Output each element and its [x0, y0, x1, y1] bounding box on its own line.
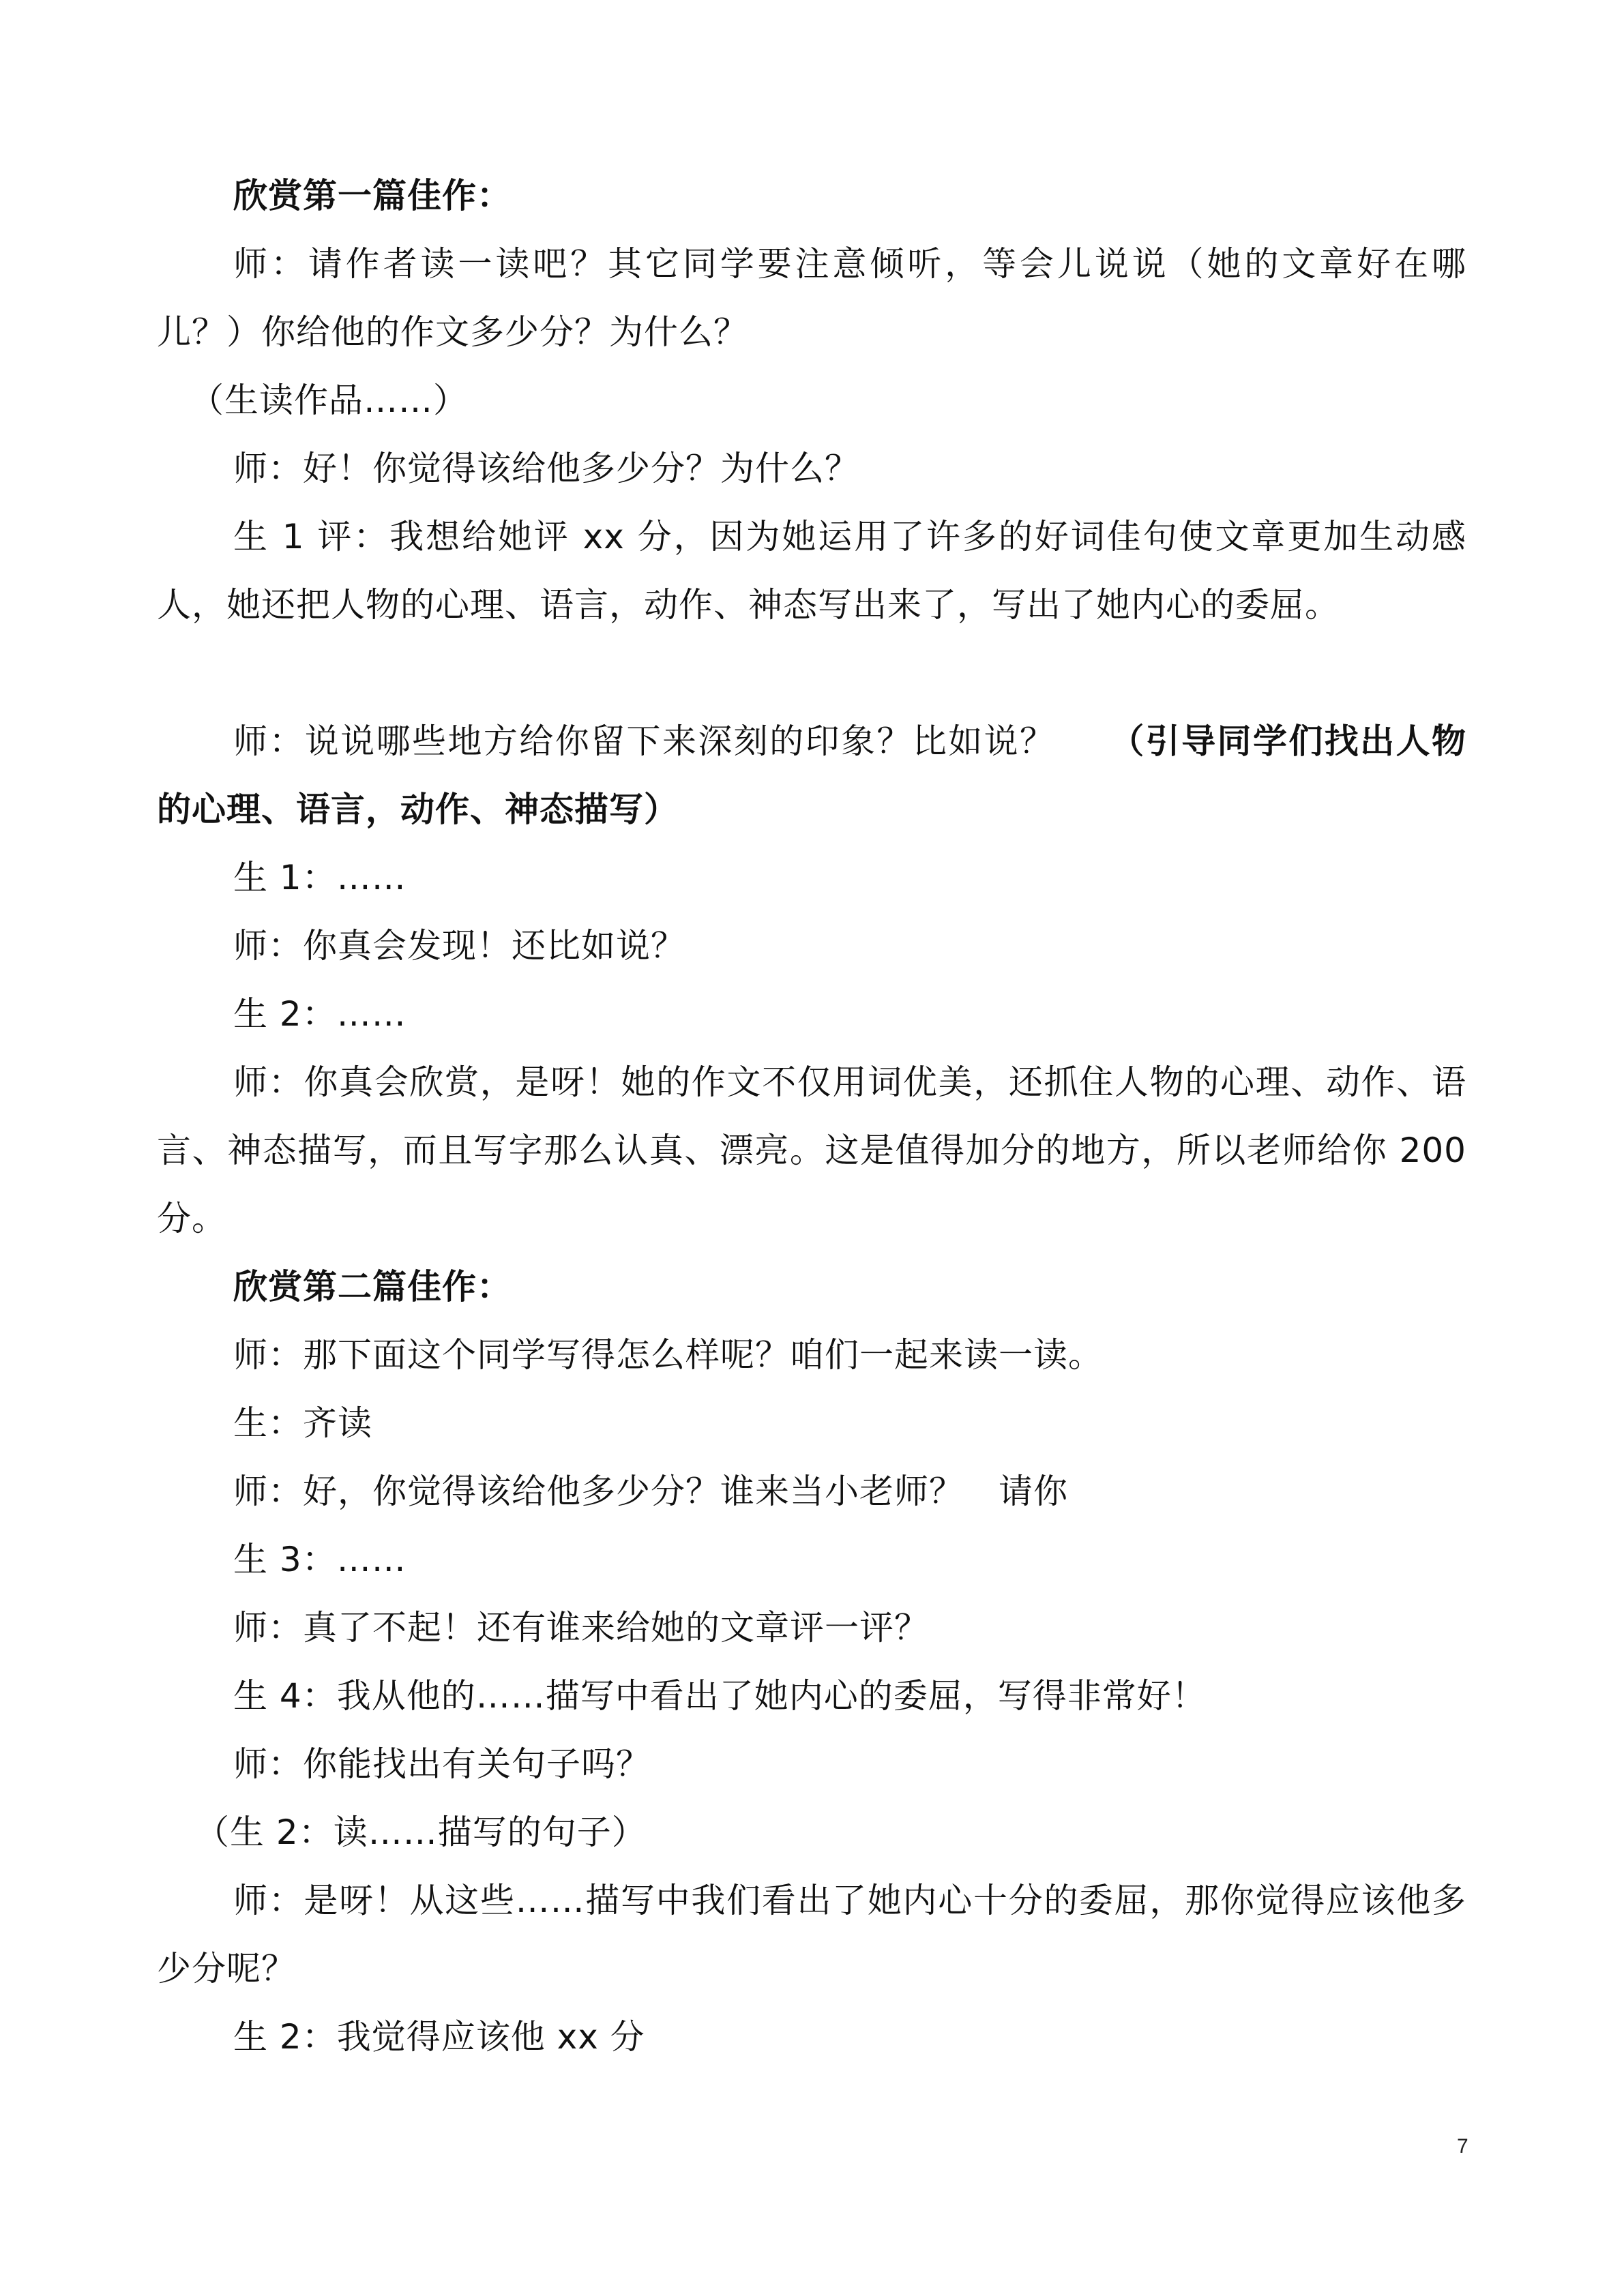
teacher-line-score-question: 师：好！你觉得该给他多少分？为什么？: [233, 449, 859, 488]
teacher-line-read-together: 师：那下面这个同学写得怎么样呢？咱们一起来读一读。: [233, 1335, 1103, 1375]
student-1-response: 生 1：……: [233, 858, 407, 897]
teacher-guidance-note: （引导同学们找出人物的心理、语言，动作、神态描写）: [157, 721, 1467, 829]
teacher-line-appreciation: 师：你真会欣赏，是呀！她的作文不仅用词优美，还抓住人物的心理、动作、语言、神态描写，而且写字那么认真、漂亮。这是值得加分的地方，所以老师给你 200 分。: [157, 1062, 1466, 1238]
stage-direction-student-reads: （生读作品……）: [190, 381, 468, 420]
student-2-score: 生 2：我觉得应该他 xx 分: [233, 2017, 645, 2057]
page-number: 7: [1457, 2135, 1468, 2158]
teacher-line-find-sentences: 师：你能找出有关句子吗？: [233, 1744, 651, 1784]
student-4-response: 生 4：我从他的……描写中看出了她内心的委屈，写得非常好！: [233, 1676, 1207, 1716]
teacher-line-impression-text: 师：说说哪些地方给你留下来深刻的印象？比如说？: [233, 721, 1127, 761]
student-1-evaluation: 生 1 评：我想给她评 xx 分，因为她运用了许多的好词佳句使文章更加生动感人，她还把人物的心理、语言，动作、神态写出来了，写出了她内心的委屈。: [157, 517, 1466, 625]
teacher-line-who-else: 师：真了不起！还有谁来给她的文章评一评？: [233, 1608, 929, 1648]
stage-direction-student-2-reads: （生 2：读……描写的句子）: [195, 1813, 647, 1852]
teacher-line-read-request: 师：请作者读一读吧？其它同学要注意倾听，等会儿说说（她的文章好在哪儿？）你给他的作文多少分？为什么？: [157, 244, 1466, 352]
teacher-line-grievance: 师：是呀！从这些……描写中我们看出了她内心十分的委屈，那你觉得应该他多少分呢？: [157, 1881, 1466, 1988]
student-3-response: 生 3：……: [233, 1540, 407, 1579]
student-2-response: 生 2：……: [233, 994, 407, 1034]
students-read-together: 生：齐读: [233, 1403, 372, 1443]
section-heading-second-essay: 欣赏第二篇佳作：: [233, 1267, 512, 1307]
teacher-line-small-teacher: 师：好，你觉得该给他多少分？谁来当小老师？ 请你: [233, 1472, 1068, 1511]
teacher-line-discovery: 师：你真会发现！还比如说？: [233, 926, 685, 966]
teacher-line-impression-question: [157, 707, 1466, 844]
section-heading-first-essay: 欣赏第一篇佳作：: [233, 176, 512, 215]
